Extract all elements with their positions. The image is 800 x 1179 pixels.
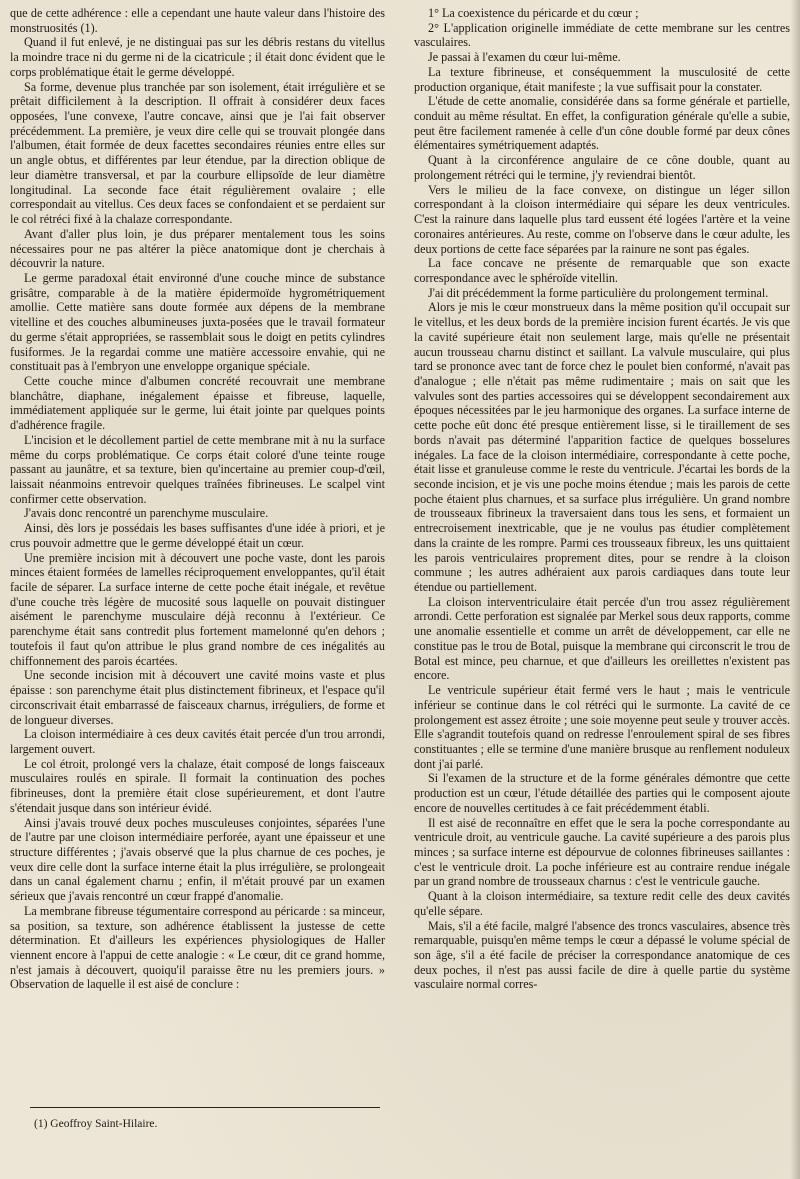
paragraph: Mais, s'il a été facile, malgré l'absence des troncs vasculaires, absence très remarquable, puisqu'en même temps le cœur a dépassé le volume spécial de son âge, s'il a été facile de préciser la correspondance anatomique de ces deux poches, il n'est pas aussi facile de dire à quelle partie du système vasculaire normal corres-: [414, 918, 790, 992]
footnote-rule: [30, 1107, 380, 1108]
paragraph: Le col étroit, prolongé vers la chalaze, était composé de longs faisceaux musculaires roulés en spirale. Il formait la continuation des poches fibrineuses, dont la première était close supérieurement, et dont l'autre s'étendait jusque dans son intérieur évidé.: [10, 756, 385, 815]
paragraph: Quant à la cloison intermédiaire, sa texture redit celle des deux cavités qu'elle sépare.: [414, 889, 790, 918]
paragraph: Ainsi, dès lors je possédais les bases suffisantes d'une idée à priori, et je crus pouvoir admettre que le germe développé était un cœur.: [10, 521, 385, 550]
paragraph: Une première incision mit à découvert une poche vaste, dont les parois minces étaient formées de lamelles réciproquement enveloppantes, qu'il était facile de séparer. La surface interne de cette poche était inégale, et revêtue d'une couche très légère de mucosité sous laquelle on pouvait distinguer aisément le parenchyme musculaire déjà reconnu à l'extérieur. Ce parenchyme était sans contredit plus fortement mamelonné qu'en dehors ; toutefois il faut qu'on attribue le plus grand nombre de ces inégalités au chiffonnement des parois écartées.: [10, 550, 385, 668]
left-text-column: [10, 6, 385, 992]
paragraph: J'avais donc rencontré un parenchyme musculaire.: [24, 506, 269, 521]
paragraph: Quant à la circonférence angulaire de ce cône double, quant au prolongement rétréci qui le termine, j'y reviendrai bientôt.: [414, 153, 790, 182]
paragraph: Quand il fut enlevé, je ne distinguai pas sur les débris restans du vitellus la moindre trace ni du germe ni de la cicatricule ; il était donc évident que le corps problématique était le germe développé.: [10, 35, 385, 79]
paragraph: L'étude de cette anomalie, considérée dans sa forme générale et partielle, conduit au même résultat. En effet, la configuration générale qu'elle a subie, peut être facilement ramenée à celle d'un cône double formé par deux cônes élémentaires symétriquement adaptés.: [414, 94, 790, 153]
right-text-column: [414, 6, 790, 992]
footnote: (1) Geoffroy Saint-Hilaire.: [34, 1118, 158, 1130]
paragraph: Sa forme, devenue plus tranchée par son isolement, était irrégulière et se prêtait difficilement à la description. Il offrait à considérer deux faces opposées, l'une convexe, l'autre concave, ainsi que je l'ai fait observer précédemment. La première, je veux dire celle qui se trouvait plongée dans l'albumen, était formée de deux facettes secondaires réunies entre elles sur un angle obtus, et différentes par leur étendue, par la direction oblique de leur diamètre transversal, et par la courbure ellipsoïde de leur diamètre longitudinal. La seconde face était régulièrement ovalaire ; elle correspondait au vitellus. Ces deux faces se confondaient et se perdaient sur le col rétréci fixé à la chalaze correspondante.: [10, 79, 385, 227]
paragraph: La cloison interventriculaire était percée d'un trou assez régulièrement arrondi. Cette perforation est signalée par Merkel sous deux rapports, comme une anomalie essentielle et comme un arrêt de développement, car elle ne constitue pas le trou de Botal, puisque la membrane qui circonscrit le trou de Botal est mince, peu charnue, et que d'ailleurs les oreillettes n'existent pas encore.: [414, 594, 790, 683]
paragraph: L'incision et le décollement partiel de cette membrane mit à nu la surface même du corps problématique. Ce corps était coloré d'une teinte rouge passant au jaunâtre, et sa texture, bien qu'incertaine au premier coup-d'œil, laissait néanmoins entrevoir quelques traînées fibrineuses. Le scalpel vint confirmer cette observation.: [10, 432, 385, 506]
paragraph: Je passai à l'examen du cœur lui-même.: [428, 50, 621, 65]
paragraph: Le germe paradoxal était environné d'une couche mince de substance grisâtre, comparable à de la matière épidermoïde hygrométriquement amollie. Cette matière sans doute formée aux dépens de la membrane vitelline et des couches albumineuses juxta-posées que le travail formateur du germe s'était appropriées, se rassemblait sous le doigt en petits cylindres fusiformes. Je la regardai comme une matière accessoire envahie, qui ne constituait pas à l'embryon une enveloppe organique spéciale.: [10, 270, 385, 374]
paragraph: La cloison intermédiaire à ces deux cavités était percée d'un trou arrondi, largement ouvert.: [10, 727, 385, 756]
paragraph: Ainsi j'avais trouvé deux poches musculeuses conjointes, séparées l'une de l'autre par une cloison intermédiaire perforée, ayant une épaisseur et une structure différentes ; j'avais observé que la plus charnue de ces poches, je veux dire celle dont la surface interne était la plus irrégulière, se prolongeait dans un canal également charnu ; enfin, il m'était prouvé par un examen sérieux que j'avais rencontré un cœur frappé d'anomalie.: [10, 815, 385, 904]
paragraph: Avant d'aller plus loin, je dus préparer mentalement tous les soins nécessaires pour ne pas altérer la pièce anatomique dont je cherchais à découvrir la nature.: [10, 226, 385, 271]
paragraph: J'ai dit précédemment la forme particulière du prolongement terminal.: [428, 285, 769, 300]
paragraph: que de cette adhérence : elle a cependant une haute valeur dans l'histoire des monstruosités (1).: [10, 6, 385, 35]
paragraph: Cette couche mince d'albumen concrété recouvrait une membrane blanchâtre, diaphane, inégalement épaisse et fibreuse, laquelle, immédiatement appliquée sur le germe, lui était jointe par quelques points d'adhérence fragile.: [10, 373, 385, 433]
paragraph: 2° L'application originelle immédiate de cette membrane sur les centres vasculaires.: [414, 20, 790, 50]
paragraph: Alors je mis le cœur monstrueux dans la même position qu'il occupait sur le vitellus, et les deux bords de la première incision furent écartés. Je vis que la cavité supérieure était non seulement large, mais qu'elle ne présentait aucun trousseau charnu distinct et saillant. La valvule musculaire, qui plus tard se prononce avec tant de force chez le poulet bien conformé, n'avait pas d'analogue ; elle n'était pas même rudimentaire ; mais on sait que les valvules sont des parties accessoires qui se développent secondairement aux époques nécessitées par le jeu harmonique des organes. La surface interne de cette poche eût donc été presque entièrement lisse, si le tiraillement de ses bords n'avait pas déterminé l'apparition factice de quelques bosselures inégales. La face de la cloison intermédiaire, correspondante à cette poche, était lisse et granuleuse comme le reste du ventricule. J'écartai les bords de la seconde incision, et je vis une poche moins étendue ; mais les parois de cette poche étaient plus charnues, et sa surface plus irrégulière. Un grand nombre de trousseaux fibrineux la traversaient dans tous les sens, et formaient un entrecroisement inextricable, que je ne voulus pas étudier complètement dans la crainte de les rompre. Parmi ces trousseaux fibreux, les uns quittaient les parois ventriculaires proprement dites, pour se rendre à la cloison commune ; les autres adhéraient aux parois cardiaques dans toute leur étendue ou partiellement.: [414, 300, 790, 595]
paragraph: La membrane fibreuse tégumentaire correspond au péricarde : sa minceur, sa position, sa texture, son adhérence établissent la justesse de cette détermination. Et d'ailleurs les expériences physiologiques de Haller viennent encore à l'appui de cette analogie : « Le cœur, dit ce grand homme, n'est jamais à découvert, quoiqu'il paraisse être nu les premiers jours. » Observation de laquelle il est aisé de conclure :: [10, 903, 385, 992]
paragraph: La texture fibrineuse, et conséquemment la musculosité de cette production organique, était manifeste ; la vue suffisait pour la constater.: [414, 64, 790, 94]
paragraph: Si l'examen de la structure et de la forme générales démontre que cette production est un cœur, l'étude détaillée des parties qui le composent ajoute encore de nouvelles certitudes à ce fait précédemment établi.: [414, 771, 790, 815]
paragraph: La face concave ne présente de remarquable que son exacte correspondance avec le sphéroïde vitellin.: [414, 256, 790, 285]
paragraph: Vers le milieu de la face convexe, on distingue un léger sillon correspondant à la cloison intermédiaire qui sépare les deux ventricules. C'est la rainure dans laquelle plus tard eussent été logées l'artère et la veine coronaires antérieures. Au reste, comme on l'observe dans le cœur adulte, les deux portions de cette face séparées par la rainure ne sont pas égales.: [414, 182, 790, 256]
paragraph: Une seconde incision mit à découvert une cavité moins vaste et plus épaisse : son parenchyme était plus distinctement fibrineux, et l'espace qu'il circonscrivait était embarrassé de faisceaux charnus, irréguliers, de forme et de longueur diverses.: [10, 668, 385, 727]
paragraph: 1° La coexistence du péricarde et du cœur ;: [428, 6, 639, 20]
paragraph: Il est aisé de reconnaître en effet que le sera la poche correspondante au ventricule droit, au ventricule gauche. La cavité supérieure a des parois plus minces ; sa surface interne est dépourvue de colonnes fibrineuses saillantes : c'est le ventricule droit. La poche inférieure est au contraire rendue inégale par un grand nombre de trousseaux charnus : c'est le ventricule gauche.: [414, 815, 790, 889]
page-edge-shadow: [790, 0, 800, 1179]
paragraph: Le ventricule supérieur était fermé vers le haut ; mais le ventricule inférieur se continue dans le col rétréci qui le surmonte. La cavité de ce prolongement est assez étroite ; une soie moyenne peut seule y trouver accès. Elle s'agrandit toutefois quand on redresse l'enroulement spiral de ses fibres constituantes ; elle se termine d'une manière brusque au renflement noduleux dont j'ai parlé.: [414, 683, 790, 771]
